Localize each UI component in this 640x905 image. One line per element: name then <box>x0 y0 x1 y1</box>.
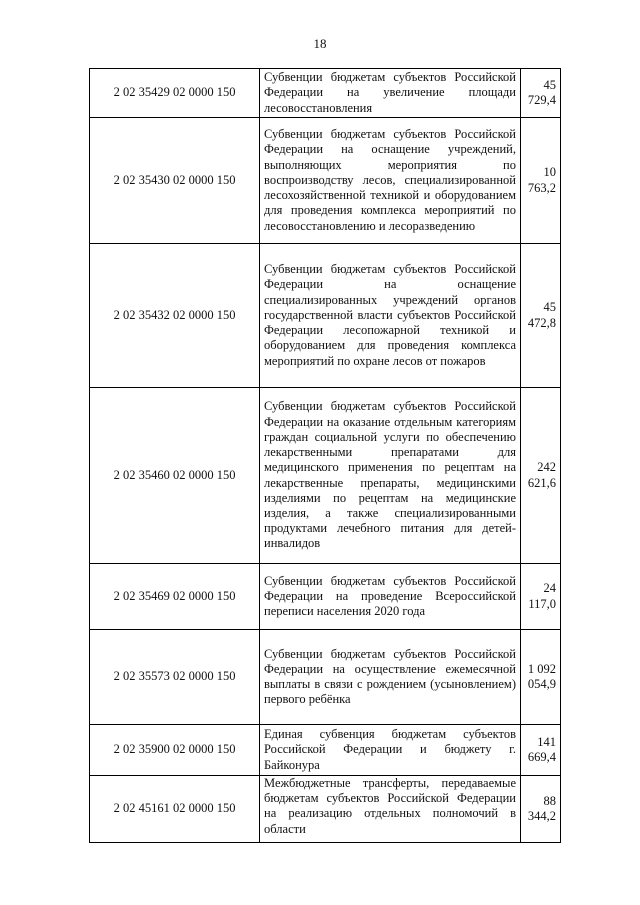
amount-cell: 1 092 054,9 <box>521 630 561 725</box>
table-row <box>90 564 561 630</box>
description-cell: Межбюджетные трансферты, передаваемые бюджетам субъектов Российской Федерации на реализацию отдельных полномочий в области <box>260 776 521 843</box>
amount-cell: 88 344,2 <box>521 776 561 843</box>
description-cell: Субвенции бюджетам субъектов Российской Федерации на проведение Всероссийской переписи населения 2020 года <box>260 564 521 630</box>
description-cell: Субвенции бюджетам субъектов Российской Федерации на оснащение специализированных учреждений органов государственной власти субъектов Российской Федерации лесопожарной техникой и оборудованием для проведения комплекса мероприятий по охране лесов от пожаров <box>260 244 521 388</box>
budget-code-cell: 2 02 35429 02 0000 150 <box>90 69 260 118</box>
description-cell: Субвенции бюджетам субъектов Российской Федерации на оснащение учреждений, выполняющих мероприятия по воспроизводству лесов, специализированной лесохозяйственной техникой и оборудованием для проведения комплекса мероприятий по лесовосстановлению и лесоразведению <box>260 118 521 244</box>
budget-table <box>89 68 561 843</box>
table-row <box>90 630 561 725</box>
table-row <box>90 388 561 564</box>
table-row <box>90 118 561 244</box>
table-row <box>90 244 561 388</box>
page-number: 18 <box>313 36 327 51</box>
amount-cell: 242 621,6 <box>521 388 561 564</box>
budget-code-cell: 2 02 35460 02 0000 150 <box>90 388 260 564</box>
description-cell: Субвенции бюджетам субъектов Российской Федерации на осуществление ежемесячной выплаты в связи с рождением (усыновлением) первого ребёнка <box>260 630 521 725</box>
table-row <box>90 69 561 118</box>
budget-code-cell: 2 02 35469 02 0000 150 <box>90 564 260 630</box>
budget-code-cell: 2 02 45161 02 0000 150 <box>90 776 260 843</box>
amount-cell: 10 763,2 <box>521 118 561 244</box>
amount-cell: 45 472,8 <box>521 244 561 388</box>
description-cell: Субвенции бюджетам субъектов Российской Федерации на увеличение площади лесовосстановления <box>260 69 521 118</box>
budget-code-cell: 2 02 35900 02 0000 150 <box>90 725 260 776</box>
amount-cell: 141 669,4 <box>521 725 561 776</box>
budget-code-cell: 2 02 35432 02 0000 150 <box>90 244 260 388</box>
budget-code-cell: 2 02 35573 02 0000 150 <box>90 630 260 725</box>
description-cell: Единая субвенция бюджетам субъектов Российской Федерации и бюджету г. Байконура <box>260 725 521 776</box>
amount-cell: 24 117,0 <box>521 564 561 630</box>
table-row <box>90 725 561 776</box>
description-cell: Субвенции бюджетам субъектов Российской Федерации на оказание отдельным категориям граждан социальной услуги по обеспечению лекарственными препаратами для медицинского применения по рецептам на лекарственные препараты, медицинскими изделиями по рецептам на медицинские изделия, а также специализированными продуктами лечебного питания для детей-инвалидов <box>260 388 521 564</box>
budget-code-cell: 2 02 35430 02 0000 150 <box>90 118 260 244</box>
amount-cell: 45 729,4 <box>521 69 561 118</box>
table-row <box>90 776 561 843</box>
